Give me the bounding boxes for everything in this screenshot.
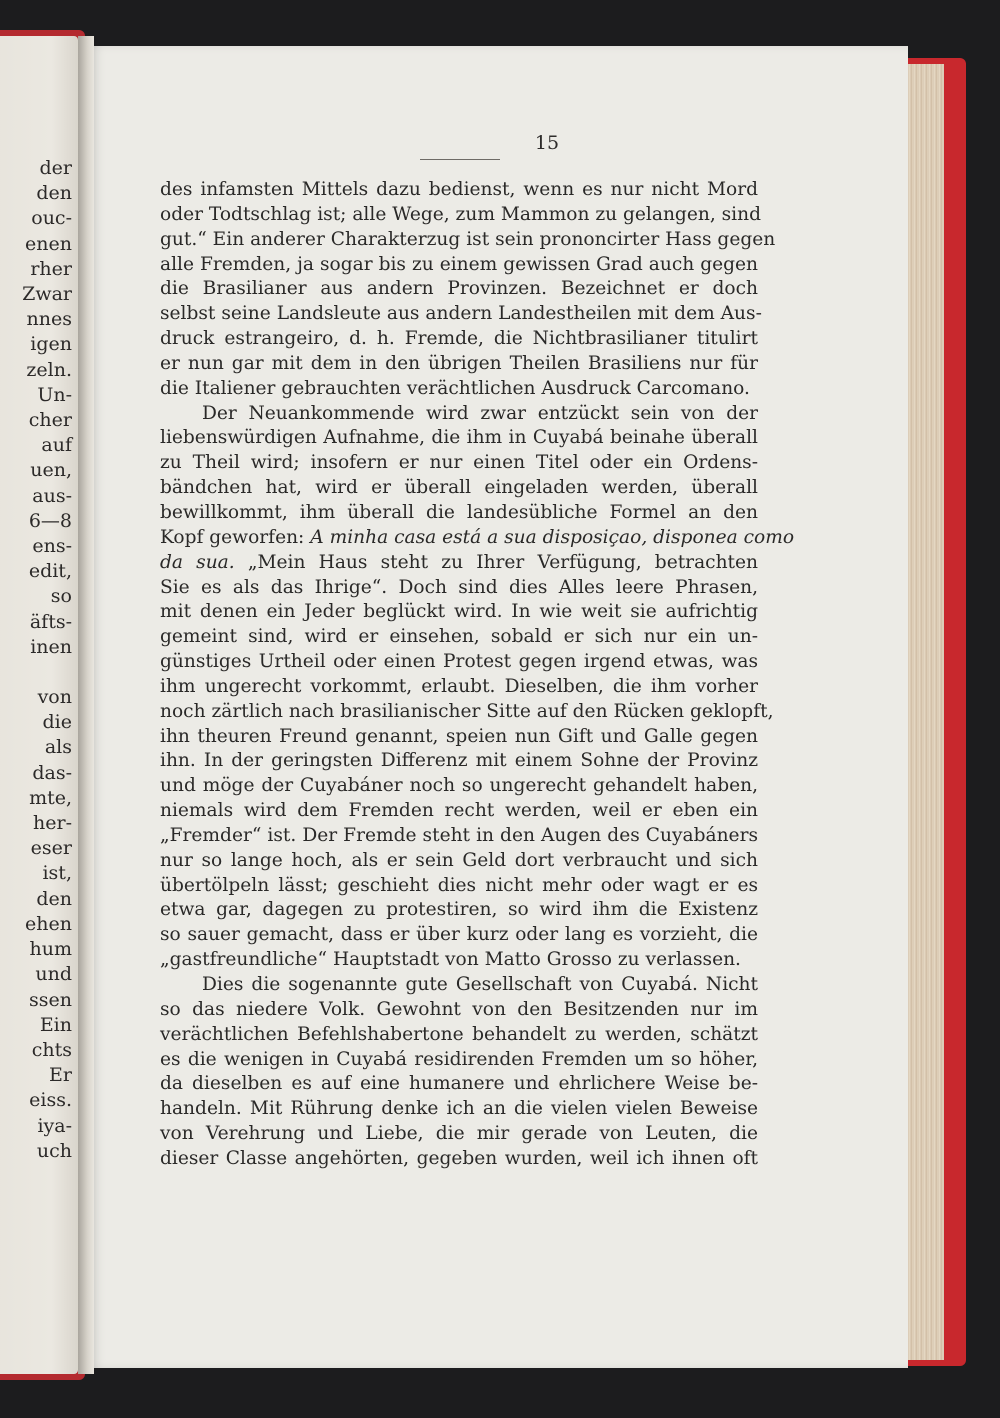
previous-page-fragment: äfts- <box>29 610 72 633</box>
text-segment: ihm ungerecht vorkommt, erlaubt. Dieselben, die ihm vorher <box>160 675 758 697</box>
previous-page-fragment: der <box>39 157 72 179</box>
text-line <box>160 799 758 824</box>
text-line <box>160 576 758 601</box>
text-line <box>160 700 774 725</box>
text-segment: nur so lange hoch, als er sein Geld dort verbraucht und sich <box>160 849 758 871</box>
text-line <box>160 327 758 352</box>
text-line <box>160 402 758 427</box>
previous-page-fragment: uch <box>36 1139 72 1162</box>
current-page <box>90 46 908 1368</box>
text-segment: er nun gar mit dem in den übrigen Theilen Brasiliens nur für <box>160 352 758 374</box>
text-segment: „Mein Haus steht zu Ihrer Verfügung, betrachten <box>234 551 758 573</box>
previous-page-fragment: mte, <box>29 786 72 809</box>
text-segment: da dieselben es auf eine humanere und ehrlichere Weise be- <box>160 1073 758 1095</box>
text-line <box>160 253 758 278</box>
text-segment: bewillkommt, ihm überall die landesübliche Formel an den <box>160 501 758 523</box>
previous-page-fragment: Er <box>49 1064 72 1087</box>
text-line <box>160 203 762 228</box>
text-segment: Der Neuankommende wird zwar entzückt sein von der <box>202 402 758 424</box>
previous-page-text <box>0 156 72 1164</box>
previous-page-fragment: ouc- <box>31 207 72 230</box>
text-line <box>160 352 758 377</box>
text-segment: handeln. Mit Rührung denke ich an die vielen vielen Beweise <box>160 1098 758 1120</box>
text-segment: Kopf geworfen: <box>160 526 311 548</box>
previous-page-fragment: enen <box>25 232 72 255</box>
text-segment: übertölpeln lässt; geschieht dies nicht mehr oder wagt er es <box>160 874 758 896</box>
text-line <box>160 526 795 551</box>
text-segment: oder Todtschlag ist; alle Wege, zum Mammon zu gelangen, sind <box>160 203 762 225</box>
text-segment: Dies die sogenannte gute Gesellschaft von Cuyabá. Nicht <box>202 974 758 995</box>
text-segment: alle Fremden, ja sogar bis zu einem gewissen Grad auch gegen <box>160 253 758 275</box>
previous-page <box>0 36 78 1374</box>
previous-page-fragment: 6—8 <box>28 509 72 532</box>
text-line <box>160 426 758 451</box>
text-line <box>160 898 758 923</box>
text-segment: die Brasilianer aus andern Provinzen. Bezeichnet er doch <box>160 278 758 300</box>
text-segment: bändchen hat, wird er überall eingeladen werden, überall <box>160 477 758 499</box>
text-segment: so sauer gemacht, dass er über kurz oder lang es vorzieht, die <box>160 924 758 946</box>
previous-page-fragment: das- <box>32 761 72 784</box>
text-line <box>160 377 758 402</box>
page-number: 15 <box>534 132 560 154</box>
previous-page-fragment: hum <box>29 938 72 961</box>
previous-page-fragment <box>0 660 72 685</box>
text-segment: verächtlichen Befehlshabertone behandelt zu werden, schätzt <box>160 1023 758 1045</box>
previous-page-fragment: so <box>50 585 72 608</box>
text-segment: ihn theuren Freund genannt, speien nun Gift und Galle gegen <box>160 725 758 747</box>
previous-page-fragment: auf <box>41 434 72 457</box>
text-line <box>160 1023 758 1048</box>
previous-page-fragment: von <box>37 686 72 709</box>
text-line <box>160 1122 758 1147</box>
text-line <box>160 973 758 998</box>
text-segment: die Italiener gebrauchten verächtlichen Ausdruck Carcomano. <box>160 377 750 399</box>
text-line <box>160 824 758 849</box>
book-gutter <box>78 36 94 1374</box>
text-segment: und möge der Cuyabáner noch so ungerecht gehandelt haben, <box>160 775 758 797</box>
previous-page-fragment: edit, <box>28 560 72 583</box>
previous-page-fragment: ens- <box>32 535 72 558</box>
text-segment: zu Theil wird; insofern er nur einen Titel oder ein Ordens- <box>160 452 758 474</box>
text-segment: etwa gar, dagegen zu protestiren, so wird ihm die Existenz <box>160 899 758 921</box>
text-line <box>160 551 758 576</box>
text-segment: dieser Classe angehörten, gegeben wurden, weil ich ihnen oft <box>160 1147 758 1169</box>
previous-page-fragment: zeln. <box>26 358 72 381</box>
text-line <box>160 302 762 327</box>
previous-page-fragment: igen <box>30 333 72 356</box>
previous-page-fragment: inen <box>30 635 72 658</box>
text-segment: gemeint sind, wird er einsehen, sobald er sich nur ein un- <box>160 626 758 648</box>
previous-page-fragment: Un- <box>37 383 72 406</box>
text-segment: ihn. In der geringsten Differenz mit einem Sohne der Provinz <box>160 750 758 772</box>
text-line <box>160 1048 758 1073</box>
text-line <box>160 749 758 774</box>
italic-phrase: A minha casa está a sua disposiçao, disponea como <box>310 526 795 548</box>
text-segment: gut.“ Ein anderer Charakterzug ist sein prononcirter Hass gegen <box>160 228 776 250</box>
previous-page-fragment: uen, <box>30 459 72 482</box>
text-segment: liebenswürdigen Aufnahme, die ihm in Cuyabá beinahe überall <box>160 427 758 449</box>
text-segment: noch zärtlich nach brasilianischer Sitte auf den Rücken geklopft, <box>160 700 774 722</box>
previous-page-fragment: eser <box>30 837 72 860</box>
text-segment: des infamsten Mittels dazu bedienst, wenn es nur nicht Mord <box>160 179 758 200</box>
text-line <box>160 874 758 899</box>
text-segment: selbst seine Landsleute aus andern Landestheilen mit dem Aus- <box>160 303 762 325</box>
previous-page-fragment: Zwar <box>22 283 72 306</box>
previous-page-fragment: als <box>44 736 72 759</box>
previous-page-fragment: ist, <box>42 862 72 885</box>
text-segment: niemals wird dem Fremden recht werden, weil er eben ein <box>160 800 758 822</box>
text-segment: es die wenigen in Cuyabá residirenden Fremden um so höher, <box>160 1048 758 1070</box>
previous-page-fragment: aus- <box>32 484 72 507</box>
text-segment: Sie es als das Ihrige“. Doch sind dies Alles leere Phrasen, <box>160 576 758 598</box>
text-segment: druck estrangeiro, d. h. Fremde, die Nichtbrasilianer titulirt <box>160 328 758 350</box>
text-line <box>160 178 758 203</box>
text-line <box>160 650 758 675</box>
text-line <box>160 725 758 750</box>
previous-page-fragment: die <box>42 711 72 734</box>
text-line <box>160 476 758 501</box>
text-line <box>160 1072 758 1097</box>
previous-page-fragment: den <box>36 887 72 910</box>
text-line <box>160 998 758 1023</box>
text-line <box>160 1097 758 1122</box>
text-line <box>160 923 758 948</box>
text-line <box>160 501 758 526</box>
previous-page-fragment: ssen <box>29 988 72 1011</box>
italic-phrase: da sua. <box>160 551 235 573</box>
previous-page-fragment: den <box>36 182 72 205</box>
text-line <box>160 625 758 650</box>
text-segment: „Fremder“ ist. Der Fremde steht in den Augen des Cuyabáners <box>160 824 758 846</box>
text-segment: mit denen ein Jeder beglückt wird. In wie weit sie aufrichtig <box>160 601 758 623</box>
text-line <box>160 948 758 973</box>
text-line <box>160 228 776 253</box>
previous-page-fragment: Ein <box>39 1013 72 1036</box>
previous-page-fragment: eiss. <box>29 1089 72 1112</box>
page-number-rule <box>420 159 500 160</box>
text-segment: so das niedere Volk. Gewohnt von den Besitzenden nur im <box>160 998 758 1020</box>
text-line <box>160 277 758 302</box>
previous-page-fragment: iya- <box>37 1114 72 1137</box>
previous-page-fragment: cher <box>28 409 72 432</box>
text-line <box>160 849 758 874</box>
text-line <box>160 774 758 799</box>
text-segment: günstiges Urtheil oder einen Protest gegen irgend etwas, was <box>160 651 758 673</box>
text-segment: von Verehrung und Liebe, die mir gerade von Leuten, die <box>160 1123 758 1145</box>
previous-page-fragment: ehen <box>25 912 72 935</box>
text-line <box>160 675 758 700</box>
text-line <box>160 600 758 625</box>
text-line <box>160 1147 758 1172</box>
text-segment: „gastfreundliche“ Hauptstadt von Matto Grosso zu verlassen. <box>160 949 741 971</box>
body-text <box>160 178 795 1172</box>
text-line <box>160 451 758 476</box>
previous-page-fragment: her- <box>33 812 72 835</box>
previous-page-fragment: chts <box>31 1038 72 1061</box>
previous-page-fragment: und <box>35 963 72 986</box>
previous-page-fragment: rher <box>30 257 72 280</box>
previous-page-fragment: nnes <box>26 308 72 331</box>
